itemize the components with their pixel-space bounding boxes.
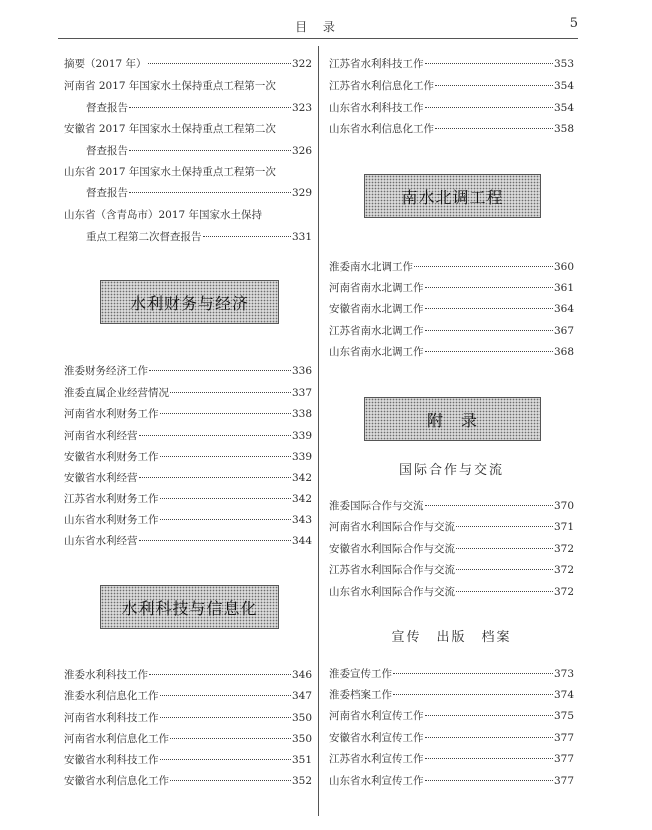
entry-title: 河南省南水北调工作 — [329, 282, 424, 294]
toc-entry[interactable] — [64, 666, 312, 684]
entry-page: 374 — [553, 689, 574, 701]
dot-leader — [425, 505, 553, 506]
entry-page: 371 — [553, 521, 574, 533]
entry-title: 安徽省水利经营 — [64, 472, 138, 484]
section-banner-tech — [100, 585, 279, 629]
entry-title: 江苏省南水北调工作 — [329, 325, 424, 337]
dot-leader — [425, 287, 553, 288]
dot-leader — [425, 715, 553, 716]
entry-page: 352 — [291, 775, 312, 787]
dot-leader — [203, 236, 291, 237]
toc-entry[interactable] — [64, 362, 312, 380]
dot-leader — [160, 695, 291, 696]
entry-title: 淮委档案工作 — [329, 689, 392, 701]
entry-title-line2: 督查报告 — [86, 187, 128, 199]
entry-title: 淮委水利科技工作 — [64, 669, 148, 681]
toc-entry[interactable] — [64, 99, 312, 117]
entry-page: 336 — [291, 365, 312, 377]
entry-page: 351 — [291, 754, 312, 766]
entry-title: 江苏省水利宣传工作 — [329, 753, 424, 765]
entry-title: 山东省水利信息化工作 — [329, 123, 434, 135]
entry-title: 淮委直属企业经营情况 — [64, 387, 169, 399]
dot-leader — [129, 192, 291, 193]
toc-entry[interactable] — [64, 730, 312, 748]
entry-title: 山东省水利经营 — [64, 535, 138, 547]
entry-title: 安徽省水利宣传工作 — [329, 732, 424, 744]
section-heading: 附 录 — [426, 410, 478, 430]
toc-entry[interactable] — [64, 511, 312, 529]
entry-title: 安徽省水利科技工作 — [64, 754, 159, 766]
entry-page: 354 — [553, 80, 574, 92]
entry-page: 364 — [553, 303, 574, 315]
dot-leader — [425, 308, 553, 309]
entry-title-line2: 督查报告 — [86, 102, 128, 114]
toc-entry[interactable] — [64, 772, 312, 790]
entry-title: 山东省水利宣传工作 — [329, 775, 424, 787]
toc-entry[interactable] — [329, 583, 574, 601]
toc-entry[interactable] — [64, 427, 312, 445]
running-title: 目 录 — [295, 20, 341, 34]
entry-page: 350 — [291, 733, 312, 745]
entry-page: 372 — [553, 543, 574, 555]
entry-title: 淮委南水北调工作 — [329, 261, 413, 273]
toc-entry[interactable] — [329, 518, 574, 536]
toc-entry[interactable] — [329, 343, 574, 361]
dot-leader — [393, 673, 553, 674]
toc-entry[interactable] — [64, 142, 312, 160]
entry-page: 346 — [291, 669, 312, 681]
section-banner-south-north — [364, 174, 541, 218]
toc-entry[interactable] — [329, 55, 574, 73]
entry-page: 372 — [553, 586, 574, 598]
toc-entry[interactable] — [64, 687, 312, 705]
header-rule — [58, 38, 578, 39]
entry-title: 河南省水利科技工作 — [64, 712, 159, 724]
toc-entry[interactable] — [64, 184, 312, 202]
entry-page: 377 — [553, 732, 574, 744]
entry-page: 354 — [553, 102, 574, 114]
dot-leader — [139, 540, 291, 541]
dot-leader — [456, 569, 553, 570]
entry-page: 344 — [291, 535, 312, 547]
dot-leader — [170, 780, 291, 781]
entry-page: 337 — [291, 387, 312, 399]
entry-page: 339 — [291, 430, 312, 442]
toc-entry[interactable] — [329, 750, 574, 768]
toc-entry[interactable] — [329, 772, 574, 790]
entry-title: 河南省水利信息化工作 — [64, 733, 169, 745]
dot-leader — [170, 392, 291, 393]
entry-title: 山东省水利科技工作 — [329, 102, 424, 114]
subsection-heading-international: 国际合作与交流 — [398, 463, 504, 478]
entry-page: 331 — [291, 231, 312, 243]
toc-entry[interactable] — [64, 469, 312, 487]
toc-entry[interactable] — [329, 497, 574, 515]
entry-page: 360 — [553, 261, 574, 273]
entry-title: 山东省南水北调工作 — [329, 346, 424, 358]
dot-leader — [139, 435, 291, 436]
toc-entry[interactable] — [64, 532, 312, 550]
entry-page: 326 — [291, 145, 312, 157]
entry-page: 347 — [291, 690, 312, 702]
dot-leader — [160, 498, 291, 499]
section-banner-appendix — [364, 397, 541, 441]
entry-page: 329 — [291, 187, 312, 199]
entry-page: 377 — [553, 775, 574, 787]
dot-leader — [129, 107, 291, 108]
entry-page: 350 — [291, 712, 312, 724]
dot-leader — [425, 107, 553, 108]
dot-leader — [456, 548, 553, 549]
dot-leader — [148, 63, 291, 64]
dot-leader — [425, 758, 553, 759]
entry-title: 河南省水利财务工作 — [64, 408, 159, 420]
entry-title: 淮委水利信息化工作 — [64, 690, 159, 702]
entry-title: 淮委宣传工作 — [329, 668, 392, 680]
entry-title: 淮委财务经济工作 — [64, 365, 148, 377]
entry-title: 河南省水利国际合作与交流 — [329, 521, 455, 533]
entry-page: 338 — [291, 408, 312, 420]
section-heading: 南水北调工程 — [401, 187, 504, 207]
entry-title: 江苏省水利国际合作与交流 — [329, 564, 455, 576]
entry-title: 摘要（2017 年） — [64, 58, 147, 70]
dot-leader — [435, 85, 553, 86]
toc-entry[interactable] — [329, 322, 574, 340]
section-heading: 水利财务与经济 — [129, 293, 249, 313]
entry-title: 河南省水利宣传工作 — [329, 710, 424, 722]
toc-entry[interactable] — [329, 99, 574, 117]
dot-leader — [456, 526, 553, 527]
dot-leader — [425, 351, 553, 352]
toc-entry[interactable] — [64, 405, 312, 423]
entry-title-line1[interactable]: 山东省 2017 年国家水土保持重点工程第一次 — [64, 166, 276, 178]
entry-page: 375 — [553, 710, 574, 722]
entry-page: 377 — [553, 753, 574, 765]
toc-entry[interactable] — [329, 707, 574, 725]
toc-entry[interactable] — [64, 55, 312, 73]
entry-page: 353 — [553, 58, 574, 70]
page-header — [58, 14, 578, 36]
toc-entry[interactable] — [329, 561, 574, 579]
toc-entry[interactable] — [64, 751, 312, 769]
entry-title: 山东省水利国际合作与交流 — [329, 586, 455, 598]
entry-title-line2: 重点工程第二次督查报告 — [86, 231, 202, 243]
toc-entry[interactable] — [329, 300, 574, 318]
dot-leader — [393, 694, 553, 695]
entry-title-line2: 督查报告 — [86, 145, 128, 157]
entry-page: 367 — [553, 325, 574, 337]
entry-title: 山东省水利财务工作 — [64, 514, 159, 526]
dot-leader — [139, 477, 291, 478]
toc-entry[interactable] — [64, 448, 312, 466]
toc-entry[interactable] — [329, 279, 574, 297]
entry-page: 368 — [553, 346, 574, 358]
entry-title: 安徽省南水北调工作 — [329, 303, 424, 315]
entry-page: 370 — [553, 500, 574, 512]
dot-leader — [425, 63, 553, 64]
entry-title-line1[interactable]: 河南省 2017 年国家水土保持重点工程第一次 — [64, 80, 276, 92]
dot-leader — [160, 456, 291, 457]
dot-leader — [425, 737, 553, 738]
entry-page: 342 — [291, 493, 312, 505]
dot-leader — [160, 519, 291, 520]
dot-leader — [160, 717, 291, 718]
dot-leader — [456, 591, 553, 592]
entry-page: 339 — [291, 451, 312, 463]
toc-entry[interactable] — [329, 540, 574, 558]
dot-leader — [435, 128, 553, 129]
entry-title: 安徽省水利国际合作与交流 — [329, 543, 455, 555]
toc-entry[interactable] — [329, 729, 574, 747]
dot-leader — [425, 780, 553, 781]
toc-entry[interactable] — [329, 686, 574, 704]
dot-leader — [149, 370, 291, 371]
dot-leader — [149, 674, 291, 675]
toc-entry[interactable] — [329, 258, 574, 276]
dot-leader — [170, 738, 291, 739]
toc-entry[interactable] — [329, 665, 574, 683]
entry-page: 343 — [291, 514, 312, 526]
subsection-heading-publicity: 宣传 出版 档案 — [391, 630, 512, 645]
column-divider — [318, 46, 319, 816]
toc-entry[interactable] — [329, 77, 574, 95]
entry-title: 安徽省水利财务工作 — [64, 451, 159, 463]
section-banner-finance — [100, 280, 279, 324]
page-number: 5 — [569, 16, 578, 31]
dot-leader — [160, 413, 291, 414]
toc-entry[interactable] — [64, 490, 312, 508]
entry-title: 淮委国际合作与交流 — [329, 500, 424, 512]
dot-leader — [129, 150, 291, 151]
entry-title: 河南省水利经营 — [64, 430, 138, 442]
toc-entry[interactable] — [64, 228, 312, 246]
entry-title: 江苏省水利财务工作 — [64, 493, 159, 505]
entry-page: 323 — [291, 102, 312, 114]
toc-entry[interactable] — [64, 384, 312, 402]
entry-title-line1[interactable]: 安徽省 2017 年国家水土保持重点工程第二次 — [64, 123, 276, 135]
entry-page: 322 — [291, 58, 312, 70]
dot-leader — [160, 759, 291, 760]
entry-page: 342 — [291, 472, 312, 484]
toc-entry[interactable] — [64, 709, 312, 727]
entry-title: 江苏省水利科技工作 — [329, 58, 424, 70]
section-heading: 水利科技与信息化 — [121, 598, 258, 618]
entry-title: 安徽省水利信息化工作 — [64, 775, 169, 787]
entry-title-line1[interactable]: 山东省（含青岛市）2017 年国家水土保持 — [64, 209, 263, 221]
entry-page: 361 — [553, 282, 574, 294]
entry-title: 江苏省水利信息化工作 — [329, 80, 434, 92]
entry-page: 358 — [553, 123, 574, 135]
toc-entry[interactable] — [329, 120, 574, 138]
dot-leader — [425, 330, 553, 331]
entry-page: 372 — [553, 564, 574, 576]
entry-page: 373 — [553, 668, 574, 680]
dot-leader — [414, 266, 553, 267]
